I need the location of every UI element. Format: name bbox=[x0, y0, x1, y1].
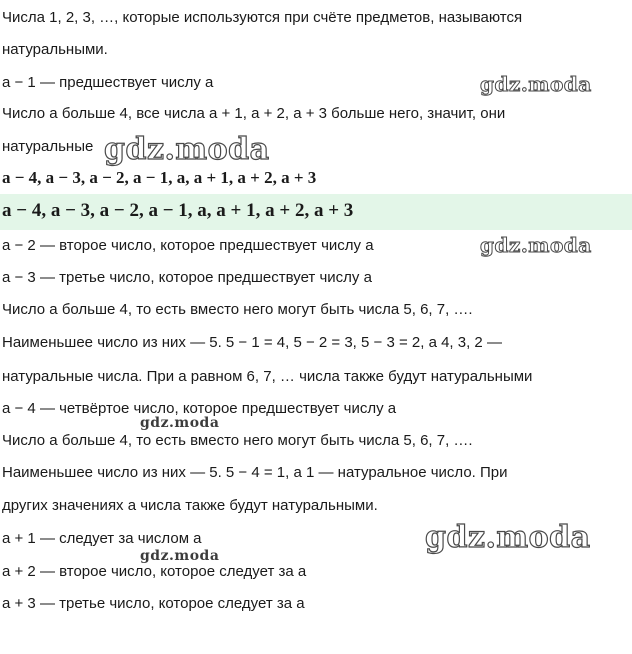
watermark-4: gdz.moda bbox=[140, 415, 220, 431]
text-line-8: a − 2 — второе число, которое предшествует числу a bbox=[2, 237, 374, 254]
text-line-17: a + 1 — следует за числом a bbox=[2, 530, 202, 547]
text-line-2: натуральными. bbox=[2, 41, 108, 58]
text-line-18: a + 2 — второе число, которое следует за a bbox=[2, 563, 307, 580]
text-line-12: натуральные числа. При a равном 6, 7, … числа также будут натуральными bbox=[2, 368, 533, 385]
text-line-19: a + 3 — третье число, которое следует за a bbox=[2, 595, 305, 612]
text-line-15: Наименьшее число из них — 5. 5 − 4 = 1, а 1 — натуральное число. При bbox=[2, 464, 508, 481]
expression-line-bold: a − 4, a − 3, a − 2, a − 1, a, a + 1, a + 2, a + 3 bbox=[2, 168, 317, 187]
text-line-10: Число a больше 4, то есть вместо него могут быть числа 5, 6, 7, …. bbox=[2, 301, 473, 318]
watermark-1: gdz.moda bbox=[480, 72, 592, 96]
text-line-14: Число a больше 4, то есть вместо него могут быть числа 5, 6, 7, …. bbox=[2, 432, 473, 449]
text-line-4: Число a больше 4, все числа a + 1, a + 2, a + 3 больше него, значит, они bbox=[2, 105, 506, 122]
text-line-9: a − 3 — третье число, которое предшествует числу a bbox=[2, 269, 372, 286]
watermark-5: gdz.moda bbox=[425, 520, 591, 555]
watermark-3: gdz.moda bbox=[480, 233, 592, 257]
text-line-1: Числа 1, 2, 3, …, которые используются при счёте предметов, называются bbox=[2, 9, 523, 26]
text-line-5: натуральные bbox=[2, 138, 94, 155]
text-line-3: a − 1 — предшествует числу a bbox=[2, 74, 214, 91]
expression-line-highlighted: a − 4, a − 3, a − 2, a − 1, a, a + 1, a + 2, a + 3 bbox=[2, 200, 354, 221]
text-line-13: a − 4 — четвёртое число, которое предшествует числу a bbox=[2, 400, 397, 417]
text-line-16: других значениях a числа также будут натуральными. bbox=[2, 497, 378, 514]
watermark-6: gdz.moda bbox=[140, 548, 220, 564]
watermark-2: gdz.moda bbox=[104, 132, 270, 167]
text-line-11: Наименьшее число из них — 5. 5 − 1 = 4, 5 − 2 = 3, 5 − 3 = 2, а 4, 3, 2 — bbox=[2, 334, 502, 351]
